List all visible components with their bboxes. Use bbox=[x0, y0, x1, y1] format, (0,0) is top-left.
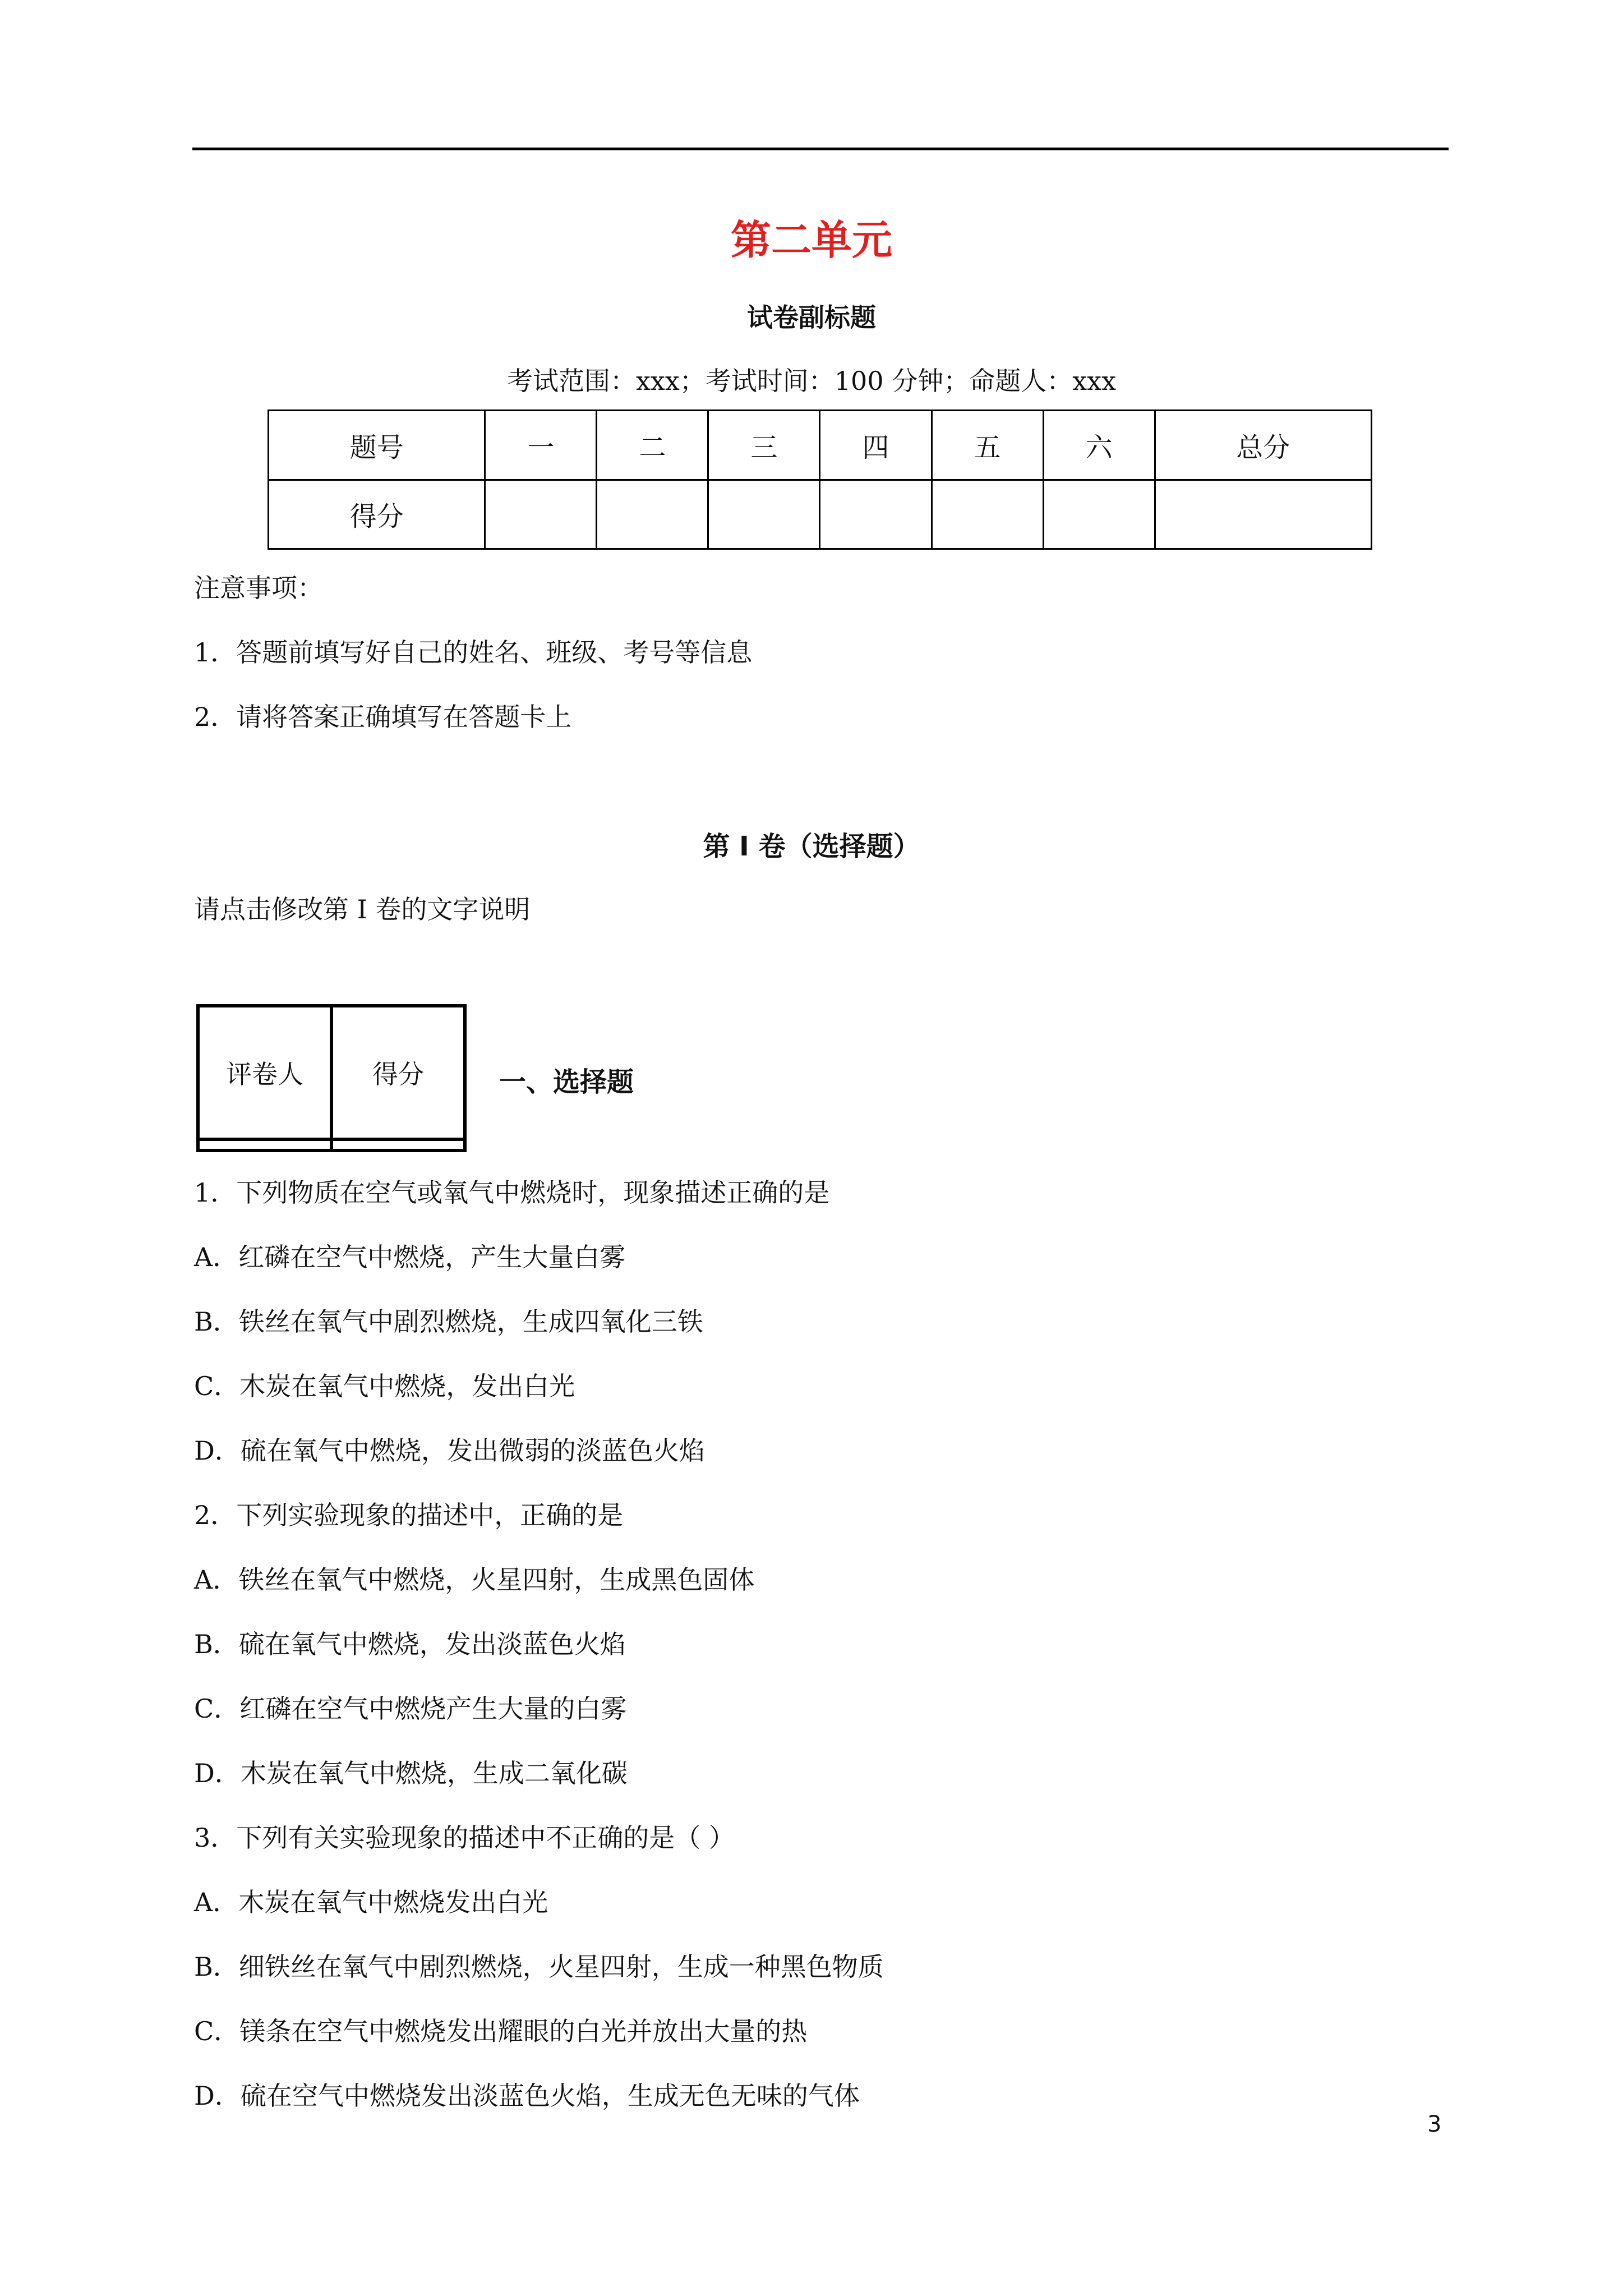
score-table-header-row bbox=[269, 411, 1372, 480]
question-option: A．铁丝在氧气中燃烧，火星四射，生成黑色固体 bbox=[194, 1565, 755, 1595]
question-stem: 1．下列物质在空气或氧气中燃烧时，现象描述正确的是 bbox=[194, 1177, 830, 1208]
score-cell[interactable] bbox=[708, 480, 820, 549]
grader-score-cell[interactable] bbox=[331, 1139, 465, 1151]
score-header-cell: 题号 bbox=[269, 411, 485, 480]
score-cell[interactable] bbox=[597, 480, 708, 549]
question-option: D．硫在空气中燃烧发出淡蓝色火焰，生成无色无味的气体 bbox=[194, 2081, 860, 2111]
grader-score-label: 得分 bbox=[331, 1006, 465, 1139]
page-number: 3 bbox=[1427, 2111, 1442, 2137]
notice-item: 1．答题前填写好自己的姓名、班级、考号等信息 bbox=[194, 637, 753, 668]
question-option: A．红磷在空气中燃烧，产生大量白雾 bbox=[194, 1242, 626, 1272]
question-option: B．铁丝在氧气中剧烈燃烧，生成四氧化三铁 bbox=[194, 1306, 703, 1337]
section1-title: 一、选择题 bbox=[499, 1066, 634, 1098]
score-table-score-row bbox=[269, 480, 1372, 549]
question-option: C．镁条在空气中燃烧发出耀眼的白光并放出大量的热 bbox=[194, 2016, 808, 2046]
grader-name-cell[interactable] bbox=[198, 1139, 331, 1151]
score-row-label: 得分 bbox=[269, 480, 485, 549]
score-cell[interactable] bbox=[1155, 480, 1371, 549]
score-table bbox=[268, 409, 1372, 550]
header-rule bbox=[192, 148, 1449, 150]
document-subtitle: 试卷副标题 bbox=[747, 302, 876, 333]
part1-title: 第 I 卷（选择题） bbox=[703, 831, 920, 862]
notice-item: 2．请将答案正确填写在答题卡上 bbox=[194, 702, 572, 732]
question-option: C．红磷在空气中燃烧产生大量的白雾 bbox=[194, 1694, 627, 1724]
question-option: D．木炭在氧气中燃烧，生成二氧化碳 bbox=[194, 1758, 628, 1788]
grader-label: 评卷人 bbox=[198, 1006, 331, 1139]
question-option: B．细铁丝在氧气中剧烈燃烧，火星四射，生成一种黑色物质 bbox=[194, 1952, 884, 1982]
score-cell[interactable] bbox=[820, 480, 932, 549]
document-title: 第二单元 bbox=[730, 217, 892, 264]
score-header-cell: 一 bbox=[485, 411, 597, 480]
exam-info: 考试范围：xxx；考试时间：100 分钟；命题人：xxx bbox=[506, 366, 1117, 396]
question-option: B．硫在氧气中燃烧，发出淡蓝色火焰 bbox=[194, 1629, 626, 1659]
score-header-cell: 四 bbox=[820, 411, 932, 480]
question-option: A．木炭在氧气中燃烧发出白光 bbox=[194, 1887, 548, 1917]
score-header-cell: 总分 bbox=[1155, 411, 1371, 480]
score-header-cell: 三 bbox=[708, 411, 820, 480]
score-cell[interactable] bbox=[932, 480, 1043, 549]
question-stem: 3．下列有关实验现象的描述中不正确的是（ ） bbox=[194, 1823, 735, 1853]
question-option: C．木炭在氧气中燃烧，发出白光 bbox=[194, 1371, 575, 1401]
part1-description: 请点击修改第 I 卷的文字说明 bbox=[194, 894, 531, 924]
question-option: D．硫在氧气中燃烧，发出微弱的淡蓝色火焰 bbox=[194, 1435, 705, 1466]
grader-box bbox=[196, 1004, 467, 1152]
score-cell[interactable] bbox=[485, 480, 597, 549]
score-cell[interactable] bbox=[1043, 480, 1155, 549]
notice-heading: 注意事项： bbox=[194, 573, 323, 603]
score-header-cell: 五 bbox=[932, 411, 1043, 480]
score-header-cell: 二 bbox=[597, 411, 708, 480]
question-stem: 2．下列实验现象的描述中，正确的是 bbox=[194, 1500, 624, 1530]
score-header-cell: 六 bbox=[1043, 411, 1155, 480]
